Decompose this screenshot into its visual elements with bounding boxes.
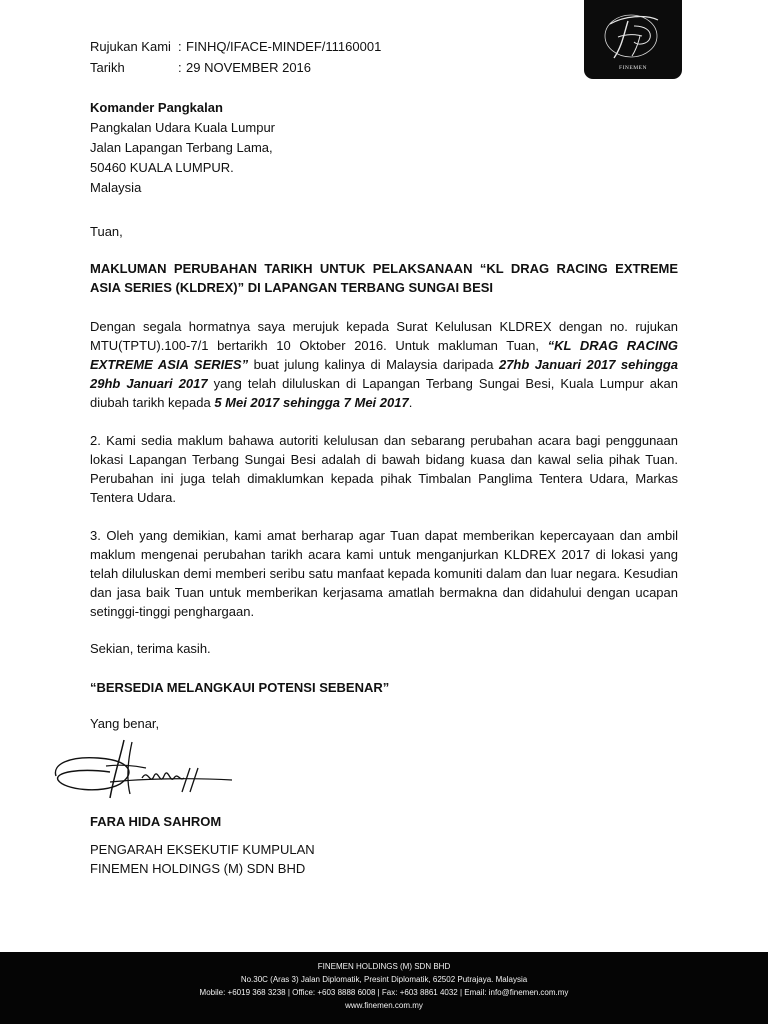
handwritten-signature — [50, 728, 240, 813]
tarikh-separator: : — [178, 60, 182, 75]
letterhead-footer — [0, 952, 768, 1024]
reference-row — [90, 36, 381, 57]
signatory-company-line: FINEMEN HOLDINGS (M) SDN BHD — [90, 861, 306, 876]
signatory-title — [90, 840, 315, 878]
rujukan-label: Rujukan Kami — [90, 39, 171, 54]
signature-icon — [50, 728, 240, 808]
tarikh-value: 29 NOVEMBER 2016 — [186, 60, 312, 75]
addressee-line: Malaysia — [90, 180, 142, 195]
addressee-line: Jalan Lapangan Terbang Lama, — [90, 140, 273, 155]
addressee-block — [90, 98, 275, 198]
event-name: “KL DRAG RACING EXTREME ASIA SERIES” — [90, 338, 678, 372]
sign-off: Yang benar, — [90, 716, 160, 731]
paragraph-3: 3. Oleh yang demikian, kami amat berharap agar Tuan dapat memberikan kepercayaan dan ambil maklum mengenai perubahan tarikh acara kami untuk menganjurkan KLDREX 2017 di lokasi yang telah diluluskan demi memberi seribu satu manfaat kepada komuniti dalam dan luar negara. Kesudian dan jasa baik Tuan untuk memberikan kerjasama amatlah bermakna dan didahului dengan ucapan setinggi-tinggi penghargaan. — [90, 528, 678, 619]
signatory-name: FARA HIDA SAHROM — [90, 814, 222, 829]
closing-text: Sekian, terima kasih. — [90, 641, 211, 656]
date-row — [90, 57, 381, 78]
rujukan-separator: : — [178, 39, 182, 54]
footer-company: FINEMEN HOLDINGS (M) SDN BHD — [317, 962, 451, 971]
paragraph-1 — [90, 317, 678, 412]
paragraph-1-text: Dengan segala hormatnya saya merujuk kepada Surat Kelulusan KLDREX dengan no. rujukan MTU(TPTU).100-7/1 bertarikh 10 Oktober 2016. Untuk makluman Tuan, — [90, 319, 678, 353]
paragraph-1-text: . — [408, 395, 413, 410]
rujukan-value: FINHQ/IFACE-MINDEF/11160001 — [186, 39, 382, 54]
company-motto: “BERSEDIA MELANGKAUI POTENSI SEBENAR” — [90, 680, 390, 695]
tarikh-label: Tarikh — [90, 60, 125, 75]
new-dates: 5 Mei 2017 sehingga 7 Mei 2017 — [214, 395, 409, 410]
footer-website: www.finemen.com.my — [345, 1001, 423, 1010]
company-logo — [584, 0, 682, 79]
signatory-title-line: PENGARAH EKSEKUTIF KUMPULAN — [90, 842, 315, 857]
salutation: Tuan, — [90, 224, 123, 239]
paragraph-1-text: yang telah diluluskan di Lapangan Terbang Sungai Besi, Kuala Lumpur akan diubah tarikh kepada — [90, 376, 679, 410]
footer-address: No.30C (Aras 3) Jalan Diplomatik, Presint Diplomatik, 62502 Putrajaya. Malaysia — [240, 975, 528, 984]
logo-brand-text: FINEMEN — [619, 65, 647, 71]
addressee-line: Pangkalan Udara Kuala Lumpur — [90, 120, 276, 135]
addressee-line: 50460 KUALA LUMPUR. — [90, 160, 234, 175]
paragraph-1-text: buat julung kalinya di Malaysia daripada — [248, 357, 499, 372]
subject-heading: MAKLUMAN PERUBAHAN TARIKH UNTUK PELAKSANAAN “KL DRAG RACING EXTREME ASIA SERIES (KLDREX)” DI LAPANGAN TERBANG SUNGAI BESI — [90, 261, 678, 295]
reference-block — [90, 36, 381, 78]
old-dates: 27hb Januari 2017 sehingga 29hb Januari 2017 — [90, 357, 678, 391]
addressee-title: Komander Pangkalan — [90, 100, 223, 115]
paragraph-2: 2. Kami sedia maklum bahawa autoriti kelulusan dan sebarang perubahan acara bagi penggunaan lokasi Lapangan Terbang Sungai Besi adalah di bawah bidang kuasa dan kawal selia pihak Tuan. Perubahan ini juga telah dimaklumkan kepada pihak Timbalan Panglima Tentera Udara, Markas Tentera Udara. — [90, 433, 678, 505]
footer-contact: Mobile: +6019 368 3238 | Office: +603 8888 6008 | Fax: +603 8861 4032 | Email: info@finemen.com.my — [199, 988, 569, 997]
